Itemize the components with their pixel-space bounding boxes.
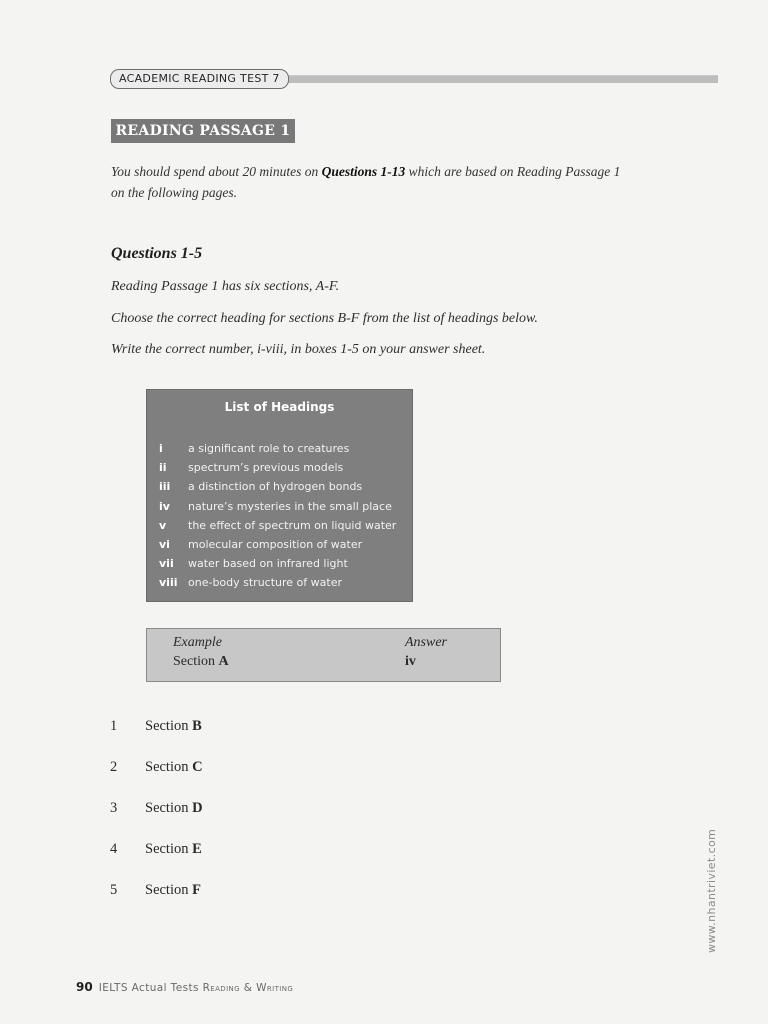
heading-text: the effect of spectrum on liquid water bbox=[188, 518, 397, 532]
instructions-text-1: You should spend about 20 minutes on bbox=[111, 164, 322, 179]
question-item bbox=[110, 841, 202, 858]
question-section-word: Section bbox=[145, 718, 193, 734]
question-item bbox=[110, 718, 202, 735]
instructions-line-2: on the following pages. bbox=[111, 185, 237, 200]
heading-text: one-body structure of water bbox=[188, 576, 342, 590]
instructions bbox=[111, 161, 691, 203]
instruction-rule-3: Write the correct number, i-viii, in boxes 1-5 on your answer sheet. bbox=[111, 342, 486, 357]
answer-label: Answer bbox=[405, 635, 447, 650]
heading-text: spectrum’s previous models bbox=[188, 461, 344, 475]
instructions-bold: Questions 1-13 bbox=[321, 164, 406, 179]
heading-item bbox=[159, 477, 406, 496]
question-section-letter: C bbox=[192, 759, 203, 775]
headings-list bbox=[159, 439, 406, 593]
example-section-letter: A bbox=[218, 654, 229, 669]
heading-number: i bbox=[159, 442, 163, 455]
header-rule bbox=[280, 75, 718, 83]
question-item bbox=[110, 800, 203, 817]
question-number: 3 bbox=[110, 800, 118, 816]
passage-title: READING PASSAGE 1 bbox=[111, 119, 295, 143]
question-section-word: Section bbox=[145, 841, 193, 857]
heading-item bbox=[159, 516, 406, 535]
question-section-word: Section bbox=[145, 800, 193, 816]
heading-text: water based on infrared light bbox=[188, 557, 348, 571]
page-number: 90 bbox=[76, 980, 93, 994]
instructions-text-2: which are based on Reading Passage 1 bbox=[405, 164, 621, 179]
example-section-word: Section bbox=[173, 654, 219, 669]
book-title bbox=[99, 982, 293, 994]
test-header bbox=[110, 69, 718, 89]
heading-item bbox=[159, 573, 406, 592]
question-section-letter: E bbox=[192, 841, 202, 857]
book-subtitle: Reading & Writing bbox=[202, 982, 294, 994]
question-section-word: Section bbox=[145, 759, 193, 775]
heading-text: a significant role to creatures bbox=[188, 442, 350, 455]
heading-item bbox=[159, 439, 406, 458]
heading-item bbox=[159, 497, 406, 516]
heading-text: molecular composition of water bbox=[188, 537, 363, 551]
instruction-rule-2: Choose the correct heading for sections B-F from the list of headings below. bbox=[111, 311, 538, 326]
example-box bbox=[146, 628, 501, 682]
heading-item bbox=[159, 535, 406, 554]
heading-text: nature’s mysteries in the small place bbox=[188, 499, 392, 513]
question-section-letter: F bbox=[192, 882, 201, 898]
heading-number: viii bbox=[159, 576, 178, 590]
question-number: 5 bbox=[110, 882, 118, 898]
answer-value: iv bbox=[405, 654, 416, 669]
question-section-letter: D bbox=[192, 800, 203, 816]
heading-item bbox=[159, 458, 406, 477]
heading-number: iii bbox=[159, 480, 171, 494]
instruction-rule-1: Reading Passage 1 has six sections, A-F. bbox=[111, 279, 340, 294]
page-footer bbox=[76, 978, 293, 996]
side-watermark-url: www.nhantriviet.com bbox=[705, 828, 718, 953]
question-section-letter: B bbox=[192, 718, 202, 734]
question-number: 2 bbox=[110, 759, 118, 775]
question-number: 4 bbox=[110, 841, 118, 857]
example-section bbox=[173, 654, 229, 670]
test-label: ACADEMIC READING TEST 7 bbox=[110, 69, 289, 89]
question-item bbox=[110, 882, 201, 899]
heading-number: vii bbox=[159, 557, 174, 571]
book-title-main: IELTS Actual Tests bbox=[98, 982, 203, 994]
heading-number: vi bbox=[159, 537, 170, 551]
heading-number: v bbox=[159, 518, 167, 532]
question-item bbox=[110, 759, 203, 776]
example-label: Example bbox=[173, 635, 222, 650]
heading-number: ii bbox=[159, 461, 167, 475]
questions-heading: Questions 1-5 bbox=[111, 245, 203, 262]
list-of-headings-box bbox=[146, 389, 413, 602]
heading-number: iv bbox=[159, 499, 170, 513]
headings-box-title: List of Headings bbox=[224, 400, 335, 414]
heading-text: a distinction of hydrogen bonds bbox=[188, 480, 363, 494]
question-section-word: Section bbox=[145, 882, 193, 898]
question-number: 1 bbox=[110, 718, 118, 734]
heading-item bbox=[159, 554, 406, 573]
